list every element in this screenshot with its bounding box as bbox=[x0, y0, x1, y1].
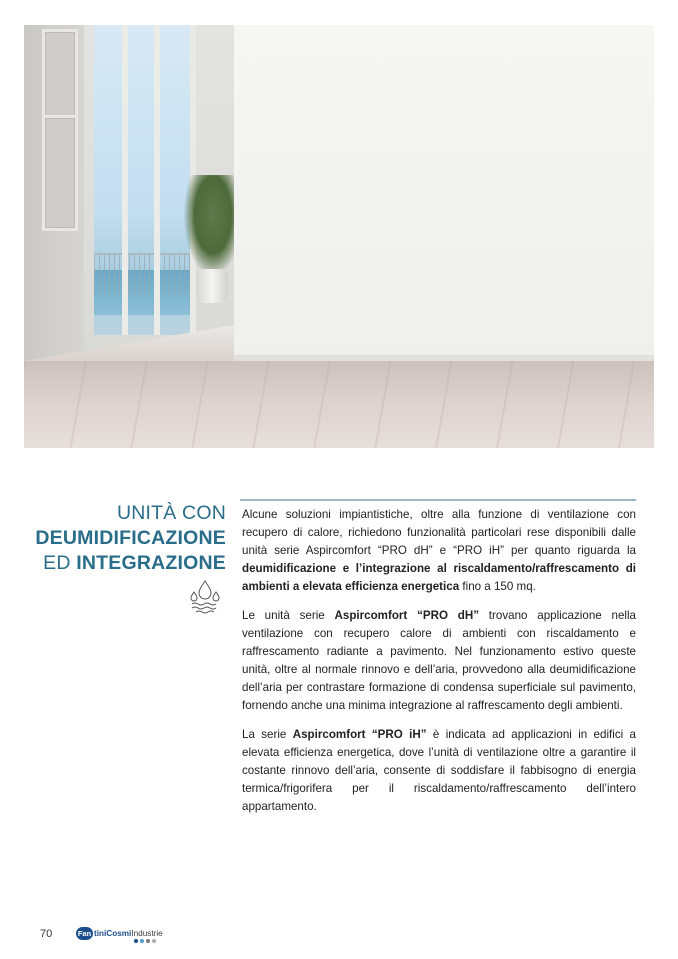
water-drop-humidity-icon bbox=[184, 578, 226, 614]
headline-line-1: UNITÀ CON bbox=[116, 502, 226, 524]
company-logo bbox=[76, 925, 166, 947]
page-number: 70 bbox=[40, 928, 53, 940]
logo-dot bbox=[134, 939, 138, 943]
paragraph-2: Le unità serie Aspircomfort “PRO dH” trovano applicazione nella ventilazione con recupero calore di ambienti con riscaldamento e raffrescamento radiante a pavimento. Nel funzionamento estivo queste unità, oltre al normale rinnovo e dell’aria, provvedono alla deumidificazione dell’aria per contrastare formazione di condensa superficiale sul pavimento, fornendo anche una minima integrazione al raffrescamento degli ambienti. bbox=[242, 609, 636, 712]
wooden-floor bbox=[24, 361, 654, 448]
paragraph-3: La serie Aspircomfort “PRO iH” è indicata ad applicazioni in edifici a elevata efficienza energetica, dove l’unità di ventilazione oltre a garantire il costante rinnovo dell’aria, consente di soddisfare il fabbisogno di energia termica/frigorifera per il riscaldamento/raffrescamento dell’intero appartamento. bbox=[242, 728, 637, 813]
hero-photo bbox=[24, 25, 654, 448]
picture-frame bbox=[42, 115, 78, 231]
main-wall bbox=[234, 25, 654, 363]
section-headline bbox=[30, 501, 226, 576]
paragraph-1: Alcune soluzioni impiantistiche, oltre alla funzione di ventilazione con recupero di calore, richiedono funzionalità particolari rese disponibili dalle unità serie Aspircomfort “PRO dH” e “PRO iH” per quanto riguarda la deumidificazione e l’integrazione al riscaldamento/raffrescamento di ambienti a elevata efficienza energetica fino a 150 mq. bbox=[242, 508, 636, 593]
logo-dots bbox=[134, 939, 156, 943]
headline-line-2: DEUMIDIFICAZIONE bbox=[35, 527, 226, 549]
plant-pot bbox=[196, 269, 228, 303]
logo-dot bbox=[140, 939, 144, 943]
window-post bbox=[122, 25, 128, 335]
balcony-railing bbox=[94, 253, 190, 295]
body-text bbox=[242, 506, 636, 827]
window-post bbox=[154, 25, 160, 335]
divider-line bbox=[240, 499, 636, 501]
logo-badge: Fan bbox=[77, 929, 92, 938]
logo-dot bbox=[146, 939, 150, 943]
logo-dot bbox=[152, 939, 156, 943]
headline-line-3: ED INTEGRAZIONE bbox=[43, 552, 226, 574]
logo-wordmark: tiniCosmiIndustrie bbox=[94, 929, 163, 938]
window-view bbox=[94, 25, 196, 335]
